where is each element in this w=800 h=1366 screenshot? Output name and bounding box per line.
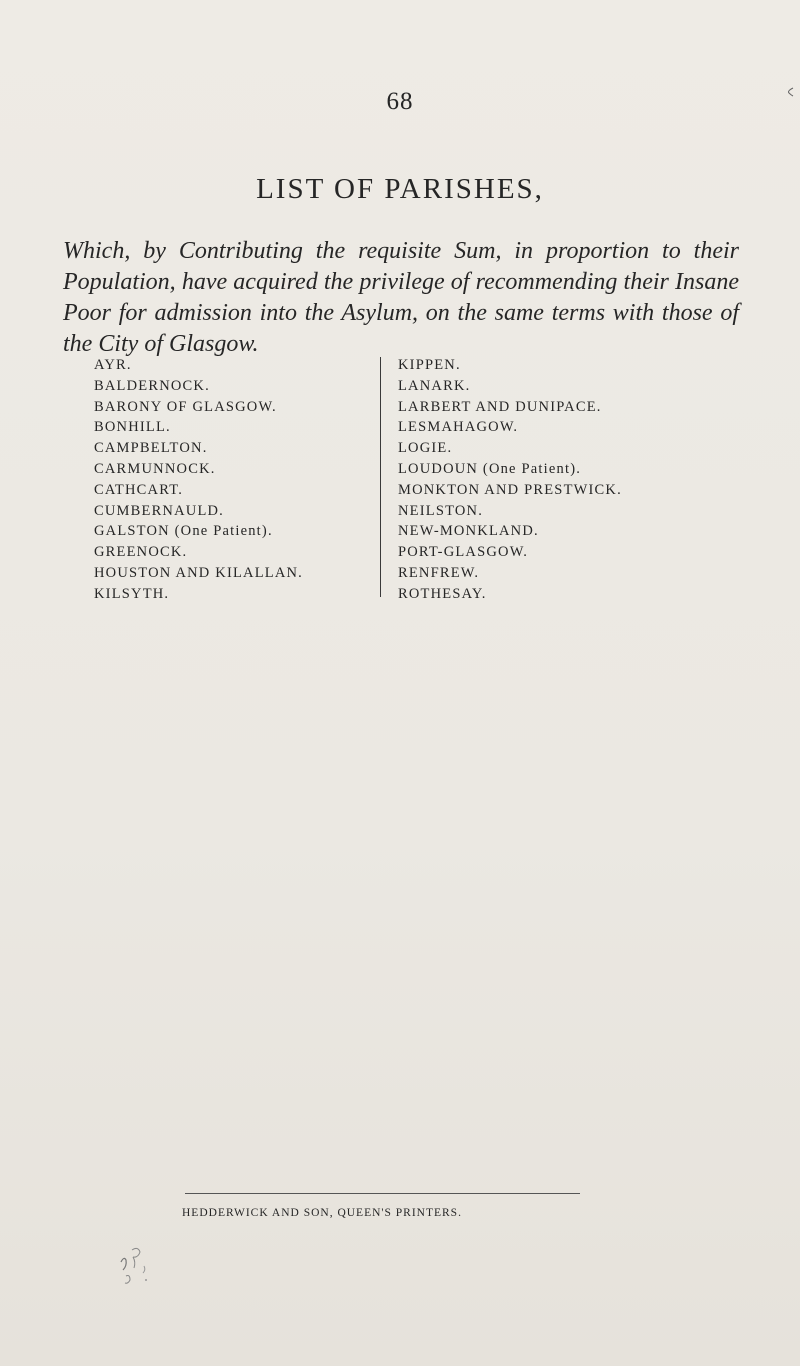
corner-mark-icon [786, 84, 794, 94]
printer-imprint: HEDDERWICK AND SON, QUEEN'S PRINTERS. [182, 1207, 462, 1219]
ink-stamp-icon [118, 1240, 158, 1285]
parish-item: BALDERNOCK. [94, 377, 210, 394]
parish-item: CARMUNNOCK. [94, 460, 216, 477]
page-number: 68 [386, 88, 414, 115]
parish-list-right [398, 355, 718, 605]
parish-item: AYR. [94, 357, 132, 373]
page-title: LIST OF PARISHES, [256, 173, 544, 205]
parish-list-left [94, 355, 374, 605]
parish-columns [94, 355, 714, 605]
parish-item: PORT-GLASGOW. [398, 544, 529, 561]
parish-item: CAMPBELTON. [94, 440, 208, 457]
parish-item: CATHCART. [94, 481, 184, 498]
parish-item: LANARK. [398, 377, 471, 394]
parish-item: GALSTON (One Patient). [94, 523, 273, 540]
parish-item: LESMAHAGOW. [398, 419, 519, 436]
parish-item: BONHILL. [94, 419, 171, 436]
parish-item: RENFREW. [398, 564, 480, 581]
parish-item: LOGIE. [398, 440, 453, 457]
parish-item: KILSYTH. [94, 585, 170, 602]
parish-item: LOUDOUN (One Patient). [398, 460, 582, 477]
parish-item: KIPPEN. [398, 357, 461, 373]
footer-rule [185, 1193, 580, 1194]
parish-item: NEILSTON. [398, 502, 484, 519]
parish-item: HOUSTON AND KILALLAN. [94, 564, 303, 581]
column-divider [380, 357, 381, 597]
intro-paragraph: Which, by Contributing the requisite Sum, in proportion to their Population, have acquired the privilege of recommending their Insane Poor for admission into the Asylum, on the same terms with those of the City of Glasgow. [63, 238, 739, 357]
parish-item: MONKTON AND PRESTWICK. [398, 481, 622, 498]
parish-item: ROTHESAY. [398, 585, 487, 602]
parish-item: CUMBERNAULD. [94, 502, 225, 519]
parish-item: LARBERT AND DUNIPACE. [398, 398, 602, 415]
parish-item: GREENOCK. [94, 544, 188, 561]
parish-item: BARONY OF GLASGOW. [94, 398, 277, 415]
parish-item: NEW-MONKLAND. [398, 523, 539, 540]
